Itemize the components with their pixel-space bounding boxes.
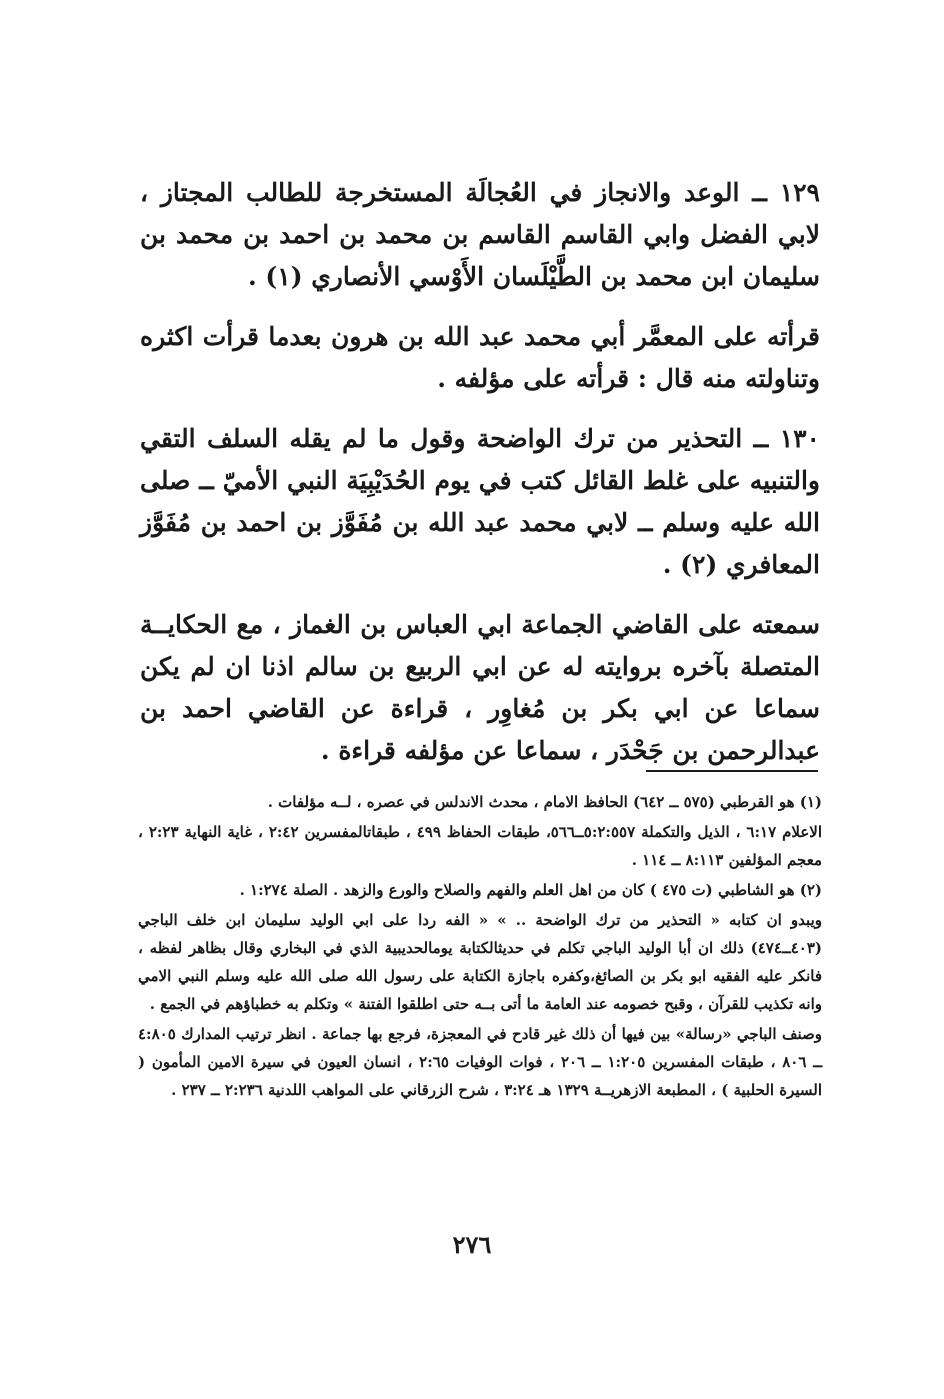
entry-130-hearing: سمعته على القاضي الجماعة ابي العباس بن الغماز ، مع الحكايــة المتصلة بآخره بروايته له عن ابي الربيع بن سالم اذنا ان لم يكن سماعا عن ابي بكر بن مُغاوِر ، قراءة عن القاضي احمد بن عبدالرحمن بن جَحْدَر ، سماعا عن مؤلفه قراءة . — [140, 610, 820, 765]
entry-129: ١٢٩ ــ الوعد والانجاز في العُجالَة المستخرجة للطالب المجتاز ، لابي الفضل وابي القاسم القاسم بن محمد بن احمد بن محمد بن سليمان ابن محمد بن الطَّيْلَسان الأَوْسي الأنصاري (١) . — [140, 178, 820, 291]
footnotes — [138, 788, 822, 1106]
main-text — [140, 172, 820, 790]
footnote-2: (٢) هو الشاطبي (ت ٤٧٥ ) كان من اهل العلم والفهم والصلاح والورع والزهد . الصلة ١:٢٧٤ . — [239, 881, 822, 899]
footnote-2-sources: وصنف الباجي «رسالة» بين فيها أن ذلك غير قادح في المعجزة، فرجع بها جماعة . انظر ترتيب المدارك ٤:٨٠٥ ــ ٨٠٦ ، طبقات المفسرين ١:٢٠٥ ــ ٢٠٦ ، فوات الوفيات ٢:٦٥ ، انسان العيون في سيرة الامين المأمون ( السيرة الحلبية ) ، المطبعة الازهريــة ١٣٢٩ هـ ٣:٢٤ ، شرح الزرقاني على المواهب اللدنية ٢:٢٣٦ ــ ٢٣٧ . — [138, 1025, 822, 1099]
footnote-1: (١) هو القرطبي (٥٧٥ ــ ٦٤٢) الحافظ الامام ، محدث الاندلس في عصره ، لــه مؤلفات . — [267, 793, 822, 811]
footnote-1-sources: الاعلام ٦:١٧ ، الذيل والتكملة ٥:٢:٥٥٧ــ٥٦٦، طبقات الحفاظ ٤٩٩ ، طبقاتالمفسرين ٢:٤٢ ، غاية النهاية ٢:٢٣ ، معجم المؤلفين ٨:١١٣ ــ ١١٤ . — [138, 823, 823, 869]
footnote-separator — [646, 770, 818, 772]
entry-129-reading: قرأته على المعمَّر أبي محمد عبد الله بن هرون بعدما قرأت اكثره وتناولته منه قال : قرأته على مؤلفه . — [140, 322, 821, 393]
entry-130: ١٣٠ ــ التحذير من ترك الواضحة وقول ما لم يقله السلف التقي والتنبيه على غلط القائل كتب في يوم الحُدَيْبِيَة النبي الأميّ ــ صلى الله عليه وسلم ــ لابي محمد عبد الله بن مُفَوَّز بن احمد بن مُفَوَّز المعافري (٢) . — [140, 424, 820, 579]
page-number: ٢٧٦ — [452, 1230, 492, 1259]
footnote-2-discussion: ويبدو ان كتابه « التحذير من ترك الواضحة .. » « الفه ردا على ابي الوليد سليمان ابن خلف الباجي (٤٠٣ــ٤٧٤) ذلك ان أبا الوليد الباجي تكلم في حديثالكتابة يومالحديبية الذي في البخاري وقال بظاهر لفظه ، فانكر عليه الفقيه ابو بكر بن الصائغ،وكفره باجازة الكتابة على رسول الله صلى الله عليه وسلم النبي الامي وانه تكذيب للقرآن ، وقبح خصومه عند العامة ما أتى بــه حتى اطلقوا الفتنة » وتكلم به خطباؤهم في الجمع . — [138, 911, 822, 1013]
